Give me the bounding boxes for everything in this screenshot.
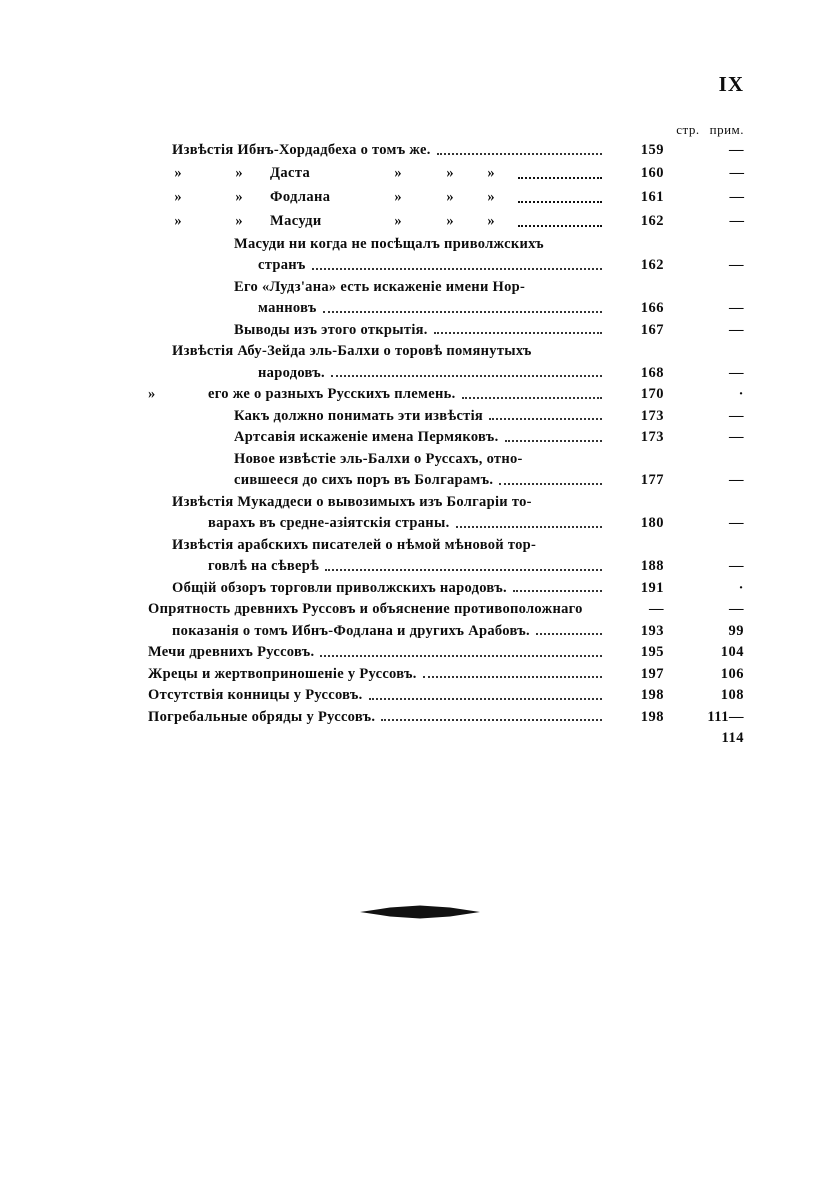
toc-entry-title: Новое извѣстіе эль-Балхи о Руссахъ, отно- [234,451,523,466]
toc-row [148,387,744,402]
toc-entry-page: 188 [640,558,664,574]
toc-entry-title: Извѣстія Абу-Зейда эль-Балхи о торовѣ помянутыхъ [172,344,532,359]
dot-leader [499,482,602,485]
ditto-mark: » [235,212,243,229]
toc-entry-page: 161 [640,188,664,205]
ditto-mark: » [446,164,454,181]
toc-entry-note: — [729,142,744,158]
toc-row [148,559,744,574]
toc-entry-page: 195 [640,644,664,660]
toc-entry-title: говлѣ на сѣверѣ [208,559,320,574]
toc-row [148,731,744,746]
dot-leader [325,568,602,571]
toc-entry-page: 160 [640,164,664,181]
toc-entry-title: сившееся до сихъ поръ въ Болгарамъ. [234,473,494,488]
toc-entry-title: Выводы изъ этого открытія. [234,322,428,337]
toc-entry-page: 162 [640,257,664,273]
dot-leader [542,548,602,549]
toc-entry-note: 106 [720,665,744,682]
dot-leader [312,267,602,270]
toc-entry-note: — [729,429,744,445]
toc-row [148,366,744,381]
toc-entry-page: 162 [640,212,664,229]
dot-leader [529,462,602,463]
toc-row [148,323,744,338]
toc-entry-note: — [729,321,744,338]
table-of-contents [148,143,744,753]
toc-entry-note: · [738,386,744,402]
dot-leader [381,718,602,721]
toc-entry-page: 197 [640,665,664,682]
toc-row [148,710,744,725]
dot-leader [456,525,602,528]
ditto-mark: » [235,188,243,205]
toc-row [148,258,744,273]
ditto-mark: » [487,164,495,181]
toc-row [148,344,744,359]
toc-entry-title: показанія о томъ Ибнъ-Фодлана и другихъ Арабовъ. [172,623,530,638]
toc-entry-note: · [738,579,744,596]
toc-row [148,301,744,316]
toc-row [148,430,744,445]
toc-entry-title: Отсутствія конницы у Руссовъ. [148,688,363,703]
toc-entry-title: Извѣстія арабскихъ писателей о нѣмой мѣновой тор- [172,537,537,552]
toc-entry-note: — [729,472,744,488]
column-headers [604,122,744,138]
dot-leader [518,200,602,203]
toc-entry-page: 173 [640,407,664,424]
toc-entry-note: — [729,364,744,381]
toc-entry-title: Даста [270,164,311,181]
toc-row [148,688,744,703]
toc-entry-title: его же о разныхъ Русскихъ племень. [208,387,456,402]
toc-entry-title: Погребальные обряды у Руссовъ. [148,709,376,724]
toc-entry-title: Опрятность древнихъ Руссовъ и объяснение противоположнаго [148,602,583,617]
toc-entry-title: Фодлана [270,188,331,205]
toc-entry-page: 159 [640,142,664,158]
ditto-mark: » [487,188,495,205]
toc-row [148,409,744,424]
toc-entry-title: варахъ въ средне-азіятскія страны. [208,516,450,531]
toc-row [148,280,744,295]
dot-leader [531,290,602,291]
dot-leader [505,439,603,442]
toc-entry-title: Извѣстія Ибнъ-Хордадбеха о томъ же. [172,143,431,158]
dot-leader [423,675,602,678]
page-number: IX [718,72,744,96]
ditto-mark: » [394,212,402,229]
toc-entry-note: — [729,257,744,273]
dot-leader [538,355,602,356]
toc-row [148,667,744,682]
toc-row [148,516,744,531]
ditto-mark: » [235,164,243,181]
toc-entry-note: 108 [720,687,744,703]
toc-entry-page: 177 [640,472,664,488]
ditto-mark: » [487,212,495,229]
toc-entry-note: 104 [720,644,744,660]
toc-row-ditto [148,165,744,182]
ornament-divider [0,905,840,924]
toc-entry-title: Извѣстія Мукаддеси о вывозимыхъ изъ Болгаріи то- [172,494,532,509]
toc-entry-title: Какъ должно понимать эти извѣстія [234,408,484,423]
dot-leader [437,152,602,155]
toc-entry-note: — [729,212,744,229]
ditto-mark: » [394,164,402,181]
toc-row [148,602,744,617]
toc-entry-title: народовъ. [258,365,325,380]
dot-leader [434,331,602,334]
dot-leader [550,247,602,248]
toc-entry-page: 173 [640,429,664,445]
toc-row [148,473,744,488]
toc-entry-page: 167 [640,321,664,338]
toc-entry-note: 111— [707,708,744,725]
toc-entry-title: Масуди [270,212,322,229]
toc-entry-page: 198 [640,708,664,725]
toc-entry-note: — [729,601,744,617]
toc-row-ditto [148,189,744,206]
dot-leader [518,176,602,179]
dot-leader [331,374,602,377]
toc-entry-page: — [649,601,664,617]
column-header-pages: стр. [676,122,700,137]
toc-entry-note: — [729,300,744,316]
toc-row [148,645,744,660]
ditto-mark: » [174,212,182,229]
toc-entry-note: — [729,164,744,181]
toc-row [148,237,744,252]
dot-leader [589,613,602,614]
toc-row [148,143,744,158]
toc-entry-note: 114 [721,730,744,746]
toc-entry-page: 193 [640,622,664,639]
toc-entry-title: Общій обзоръ торговли приволжскихъ народовъ. [172,580,507,595]
ditto-mark: » [174,188,182,205]
ditto-mark: » [174,164,182,181]
ditto-mark: » [148,387,156,402]
toc-entry-page: 166 [640,300,664,316]
toc-entry-title: Мечи древнихъ Руссовъ. [148,645,315,660]
toc-entry-title: Жрецы и жертвоприношеніе у Руссовъ. [148,666,417,681]
toc-entry-note: — [729,515,744,531]
toc-entry-page: 170 [640,386,664,402]
dot-leader [154,742,602,743]
toc-entry-note: 99 [728,622,744,639]
toc-entry-title: манновъ [258,301,317,316]
toc-entry-title: Его «Лудз'ана» есть искаженіе имени Нор- [234,279,526,294]
ditto-mark: » [446,212,454,229]
toc-row-ditto [148,213,744,230]
toc-row [148,495,744,510]
toc-row [148,581,744,596]
toc-entry-title: Масуди ни когда не посѣщалъ приволжскихъ [234,236,544,251]
toc-row [148,624,744,639]
toc-entry-note: — [729,558,744,574]
toc-row [148,452,744,467]
column-header-notes: прим. [709,122,744,137]
dot-leader [462,396,603,399]
dot-leader [536,632,602,635]
toc-entry-title: Артсавія искаженіе имена Пермяковъ. [234,430,499,445]
ditto-mark: » [446,188,454,205]
dot-leader [513,589,602,592]
toc-entry-note: — [729,407,744,424]
dot-leader [518,224,602,227]
toc-entry-note: — [729,188,744,205]
dot-leader [489,417,602,420]
toc-entry-page: 191 [640,579,664,596]
toc-entry-page: 198 [640,687,664,703]
toc-entry-page: 180 [640,515,664,531]
toc-entry-page: 168 [640,364,664,381]
toc-entry-title: странъ [258,258,306,273]
dot-leader [369,697,602,700]
dot-leader [320,654,602,657]
dot-leader [323,310,602,313]
ditto-mark: » [394,188,402,205]
dot-leader [538,505,602,506]
toc-row [148,538,744,553]
